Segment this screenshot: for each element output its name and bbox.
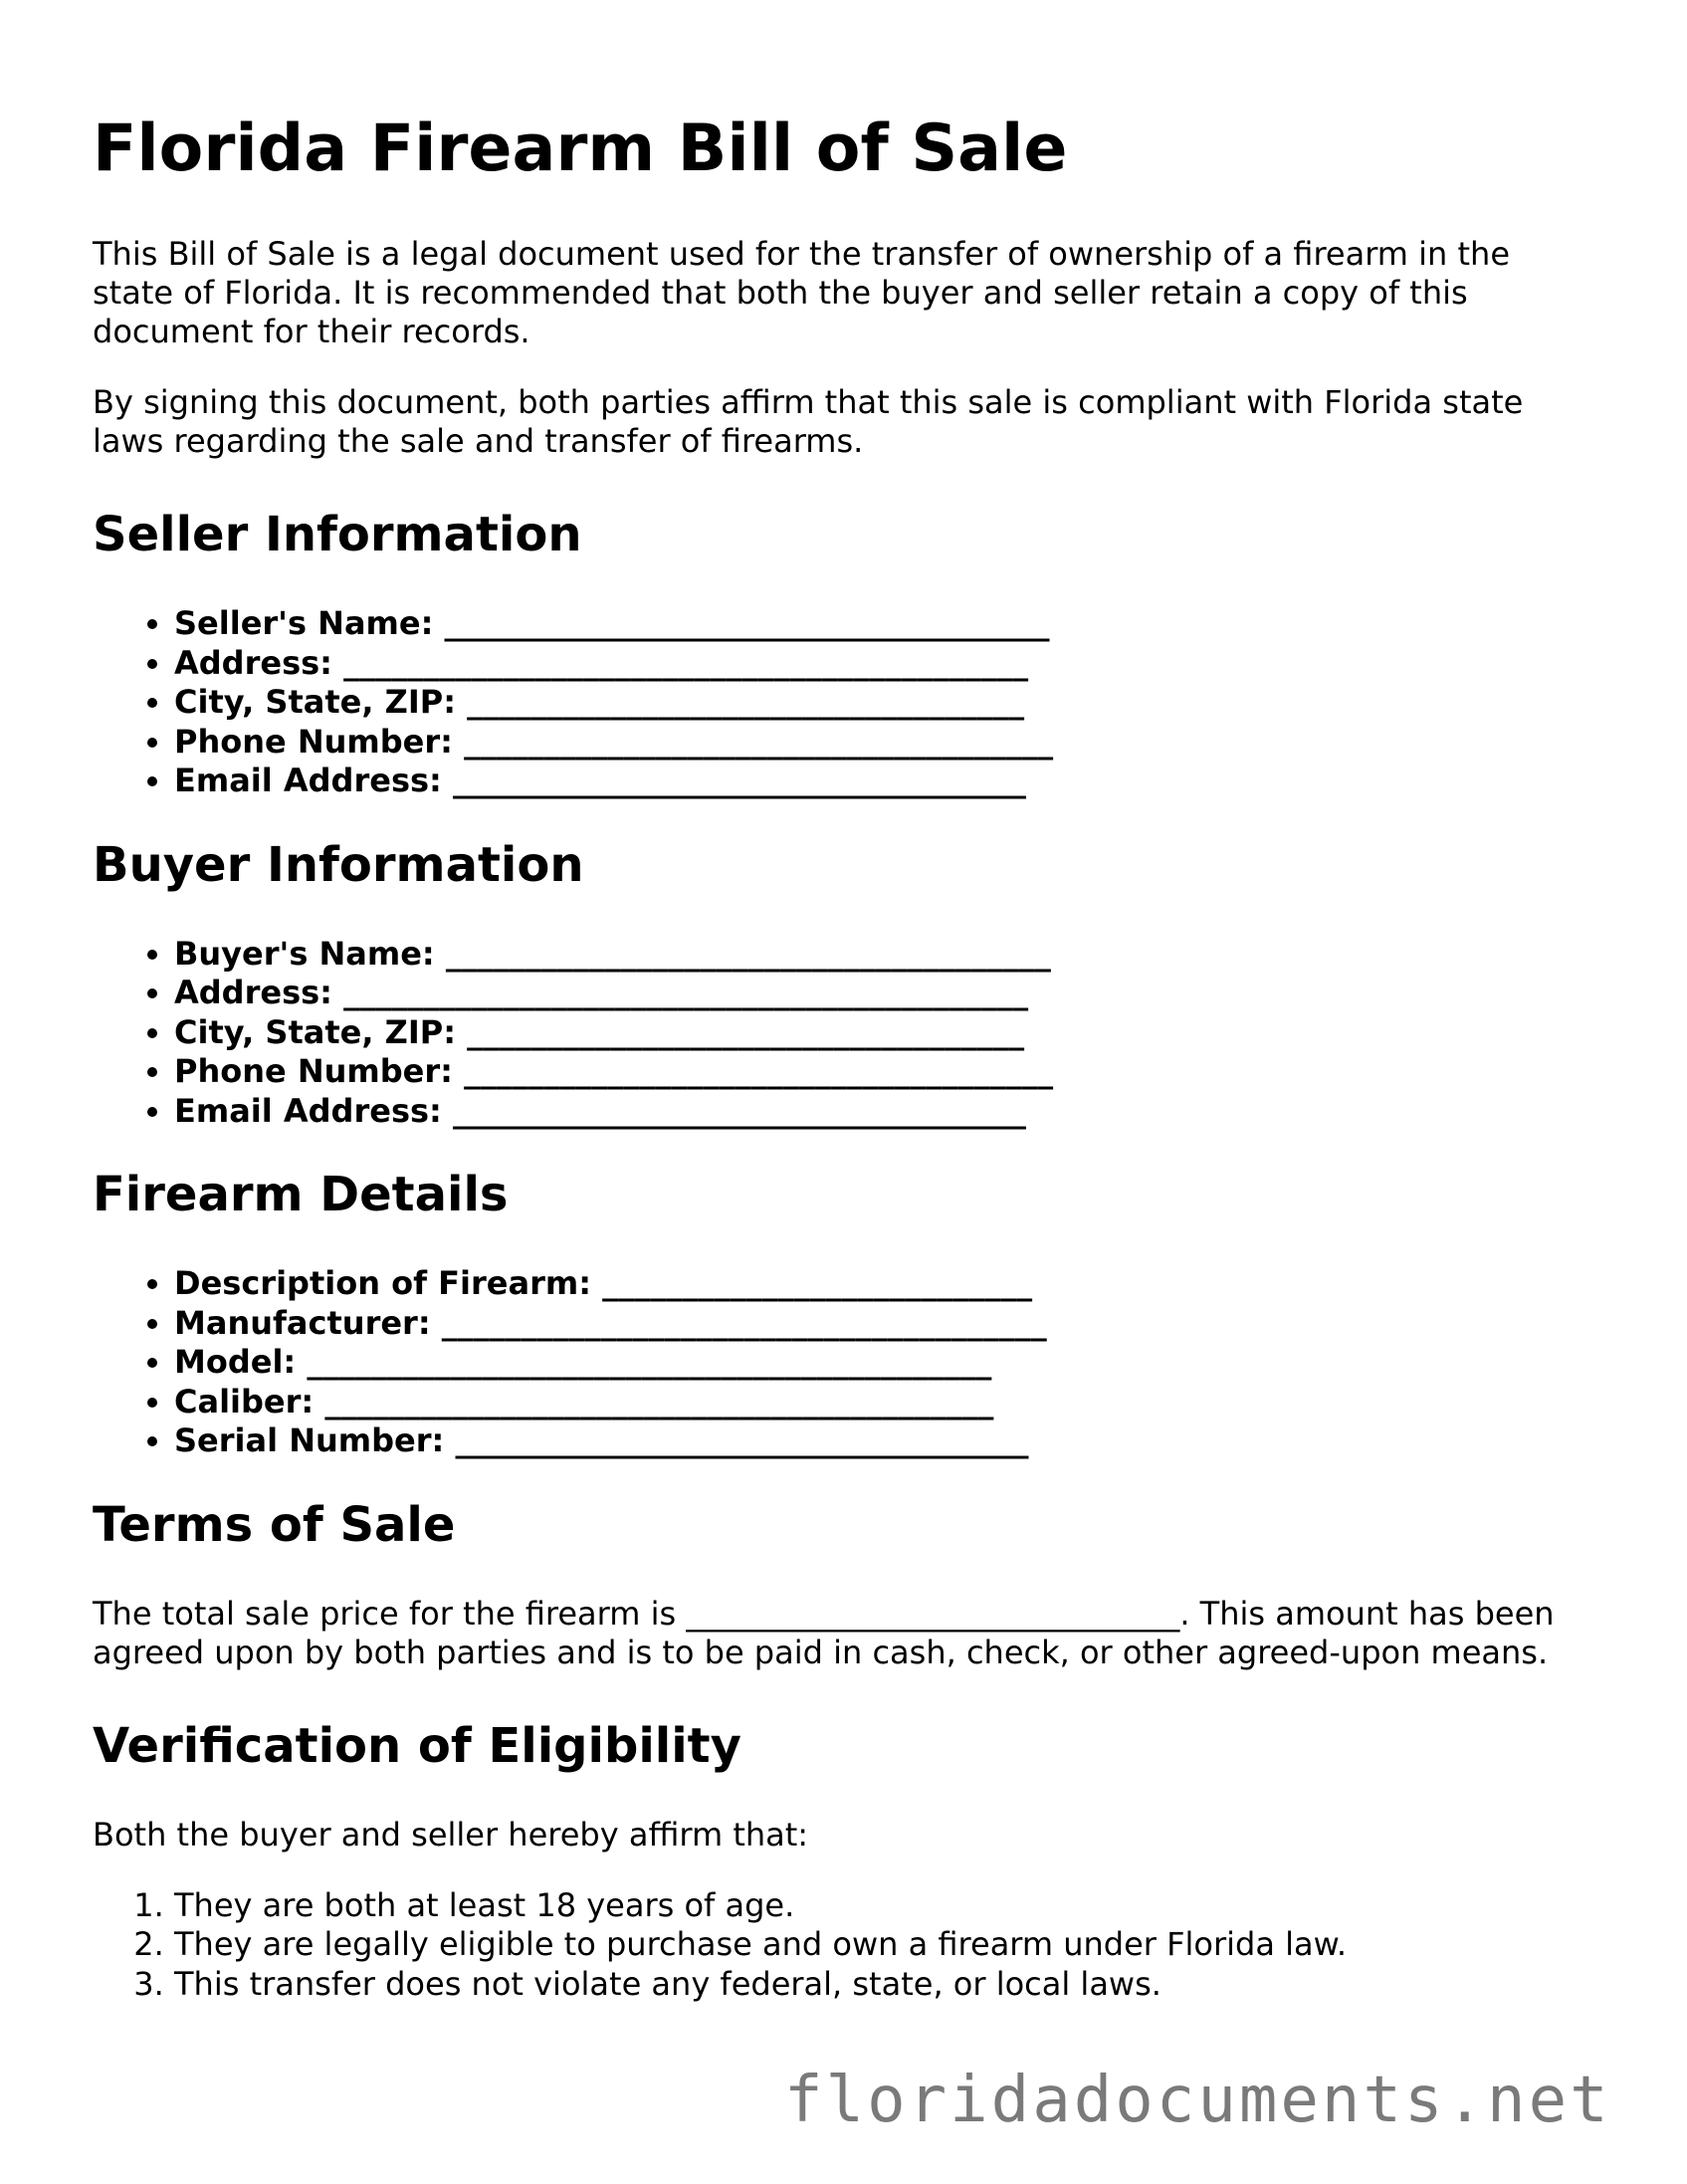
buyer-city-field: • City, State, ZIP: ___________________________________ [174,1013,1585,1053]
eligibility-item: 1. They are both at least 18 years of age. [174,1886,1585,1926]
firearm-manufacturer-blank: ______________________________________ [441,1303,1047,1342]
firearm-model-field: • Model: ___________________________________________ [174,1343,1585,1383]
buyer-name-blank: ______________________________________ [445,934,1051,973]
seller-name-blank: ______________________________________ [444,604,1050,642]
seller-email-blank: ____________________________________ [452,762,1026,799]
eligibility-item: 2. They are legally eligible to purchase and own a firearm under Florida law. [174,1925,1585,1965]
buyer-address-blank: ___________________________________________ [343,974,1029,1011]
firearm-caliber-blank: __________________________________________ [324,1382,994,1420]
seller-name-field: • Seller's Name: ______________________________________ [174,604,1585,644]
firearm-manufacturer-field: • Manufacturer: ______________________________________ [174,1304,1585,1344]
buyer-address-field: • Address: ___________________________________________ [174,974,1585,1013]
seller-fields [93,604,1585,801]
terms-paragraph: The total sale price for the firearm is _______________________________. This amount has been agreed upon by both parties and is to be paid in cash, check, or other agreed-upon means. [93,1594,1555,1671]
eligibility-intro: Both the buyer and seller hereby affirm that: [93,1815,809,1854]
firearm-fields [93,1264,1585,1461]
buyer-phone-field: • Phone Number: _____________________________________ [174,1052,1585,1092]
seller-phone-blank: _____________________________________ [464,722,1054,761]
seller-address-blank: ___________________________________________ [343,643,1029,682]
buyer-email-field: • Email Address: ____________________________________ [174,1092,1585,1132]
eligibility-item: 3. This transfer does not violate any federal, state, or local laws. [174,1965,1585,2005]
buyer-email-blank: ____________________________________ [452,1091,1026,1130]
seller-email-field: • Email Address: ____________________________________ [174,762,1585,801]
seller-phone-field: • Phone Number: _____________________________________ [174,723,1585,763]
seller-city-blank: ___________________________________ [467,683,1025,721]
watermark-text: floridadocuments.net [784,2064,1611,2137]
firearm-serial-field: • Serial Number: ____________________________________ [174,1421,1585,1461]
firearm-description-blank: ___________________________ [602,1264,1033,1302]
document-page [93,109,1585,2004]
firearm-caliber-field: • Caliber: __________________________________________ [174,1383,1585,1422]
intro-paragraph-2: By signing this document, both parties affirm that this sale is compliant with Florida state laws regarding the sale and transfer of firearms. [93,383,1524,460]
seller-address-field: • Address: ___________________________________________ [174,644,1585,684]
firearm-description-field: • Description of Firearm: ___________________________ [174,1264,1585,1304]
eligibility-heading: Verification of Eligibility [93,1717,741,1774]
buyer-heading: Buyer Information [93,836,584,893]
buyer-city-blank: ___________________________________ [467,1012,1025,1051]
firearm-heading: Firearm Details [93,1167,509,1222]
eligibility-list [93,1886,1585,2005]
buyer-fields [93,935,1585,1132]
buyer-phone-blank: _____________________________________ [464,1052,1054,1090]
intro-paragraph-1: This Bill of Sale is a legal document used for the transfer of ownership of a firearm in the state of Florida. It is recommended that both the buyer and seller retain a copy of this document for their records. [93,235,1510,350]
firearm-serial-blank: ____________________________________ [455,1421,1029,1459]
terms-heading: Terms of Sale [93,1496,456,1553]
buyer-name-field: • Buyer's Name: ______________________________________ [174,935,1585,975]
firearm-model-blank: ___________________________________________ [307,1343,992,1381]
document-title: Florida Firearm Bill of Sale [93,111,1068,186]
seller-heading: Seller Information [93,507,582,562]
seller-city-field: • City, State, ZIP: ___________________________________ [174,683,1585,723]
